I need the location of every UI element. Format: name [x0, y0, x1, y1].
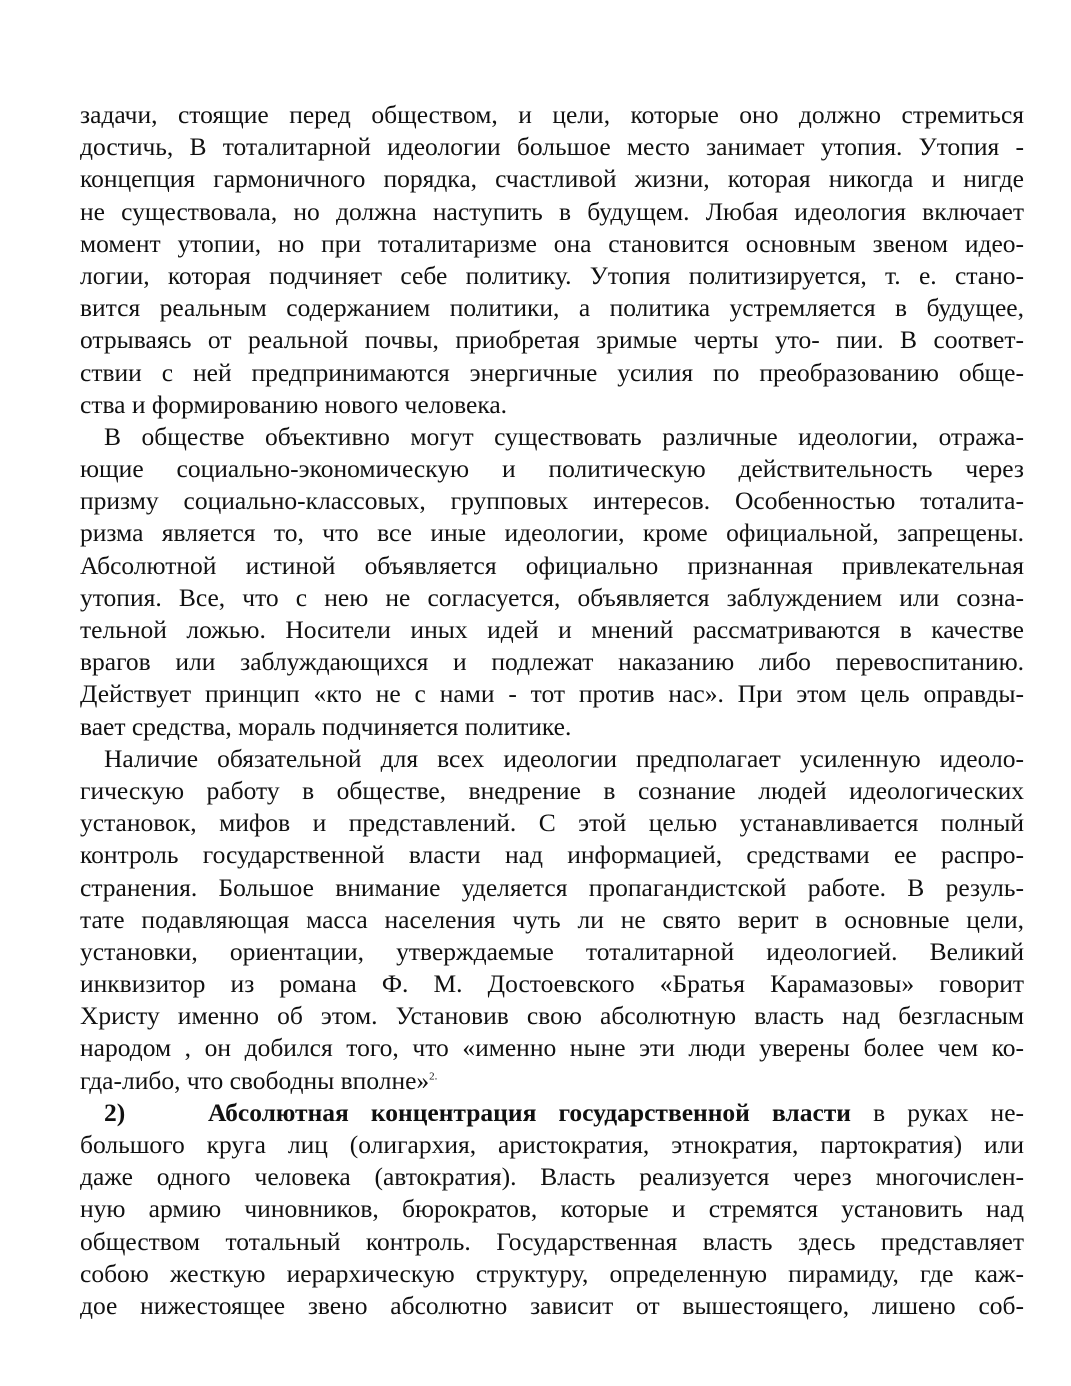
text-line: ризма является то, что все иные идеологии, кроме официальной, запрещены. [80, 518, 1024, 548]
text-line: большого круга лиц (олигархия, аристократия, этнократия, партократия) или [80, 1130, 1024, 1159]
text-line: народом , он добился того, что «именно ныне эти люди уверены более чем ко- [80, 1033, 1024, 1063]
section-number: 2) [104, 1097, 126, 1127]
text-line: ства и формированию нового человека. [80, 389, 508, 419]
text-line: врагов или заблуждающихся и подлежат наказанию либо перевоспитанию. [80, 647, 1024, 677]
text-line: даже одного человека (автократия). Власть реализуется через многочислен- [80, 1162, 1024, 1192]
text-line: вится реальным содержанием политики, а политика устремляется в будущее, [80, 293, 1024, 323]
section-bold-lead: Абсолютная концентрация государственной власти [208, 1097, 851, 1127]
text-line: задачи, стоящие перед обществом, и цели, которые оно должно стремиться [80, 100, 1024, 129]
text-line: Абсолютной истиной объявляется официально признанная привлекательная [80, 550, 1024, 580]
text-fragment: в руках не- [873, 1097, 1025, 1127]
text-line: тате подавляющая масса населения чуть ли не свято верит в основные цели, [80, 904, 1024, 934]
text-line: В обществе объективно могут существовать различные идеологии, отража- [104, 421, 1024, 451]
text-line: контроль государственной власти над информацией, средствами ее распро- [80, 840, 1024, 870]
text-line: тельной ложью. Носители иных идей и мнений рассматриваются в качестве [80, 615, 1024, 644]
document-page [80, 99, 1024, 1322]
text-line: странения. Большое внимание уделяется пропагандистской работе. В резуль- [80, 872, 1024, 902]
text-line: Наличие обязательной для всех идеологии предполагает усиленную идеоло- [104, 743, 1024, 773]
text-line: установок, мифов и представлений. С этой целью устанавливается полный [80, 808, 1024, 838]
text-line: концепция гармоничного порядка, счастливой жизни, которая никогда и нигде [80, 164, 1024, 194]
text-line: не существовала, но должна наступить в будущем. Любая идеология включает [80, 196, 1024, 226]
paragraph-2 [80, 421, 1024, 743]
text-line: логии, которая подчиняет себе политику. Утопия политизируется, т. е. стано- [80, 260, 1024, 290]
text-line: дое нижестоящее звено абсолютно зависит от вышестоящего, лишено соб- [80, 1290, 1024, 1320]
text-line: ющие социально-экономическую и политическую действительность через [80, 454, 1024, 484]
text-line: вает средства, мораль подчиняется политике. [80, 711, 572, 741]
text-line-with-footnote [80, 1065, 1024, 1097]
footnote-marker: 2. [429, 1070, 438, 1083]
paragraph-1 [80, 99, 1024, 421]
text-line: Действует принцип «кто не с нами - тот против нас». При этом цель оправды- [80, 679, 1024, 709]
text-line: Христу именно об этом. Установив свою абсолютную власть над безгласным [80, 1001, 1024, 1031]
section-2 [80, 1097, 1024, 1322]
text-line: обществом тотальный контроль. Государственная власть здесь представляет [80, 1226, 1024, 1256]
text-fragment: гда-либо, что свободны вполне» [80, 1065, 430, 1095]
text-line: утопия. Все, что с нею не согласуется, объявляется заблуждением или созна- [80, 582, 1024, 612]
text-line: отрываясь от реальной почвы, приобретая зримые черты уто- пии. В соответ- [80, 325, 1024, 355]
paragraph-3 [80, 743, 1024, 1097]
text-line: достичь, В тоталитарной идеологии большое место занимает утопия. Утопия - [80, 132, 1024, 162]
text-line: инквизитор из романа Ф. М. Достоевского «Братья Карамазовы» говорит [80, 969, 1024, 999]
text-line: установки, ориентации, утверждаемые тоталитарной идеологией. Великий [80, 936, 1024, 966]
text-line: ную армию чиновников, бюрократов, которые и стремятся установить над [80, 1194, 1024, 1224]
text-line: гическую работу в обществе, внедрение в сознание людей идеологических [80, 775, 1024, 805]
text-line: ствии с ней предпринимаются энергичные усилия по преобразованию обще- [80, 357, 1024, 387]
text-line: момент утопии, но при тоталитаризме она становится основным звеном идео- [80, 228, 1024, 258]
section-heading-line [80, 1097, 1024, 1129]
text-line: собою жесткую иерархическую структуру, определенную пирамиду, где каж- [80, 1258, 1024, 1288]
text-line: призму социально-классовых, групповых интересов. Особенностью тоталита- [80, 486, 1024, 516]
